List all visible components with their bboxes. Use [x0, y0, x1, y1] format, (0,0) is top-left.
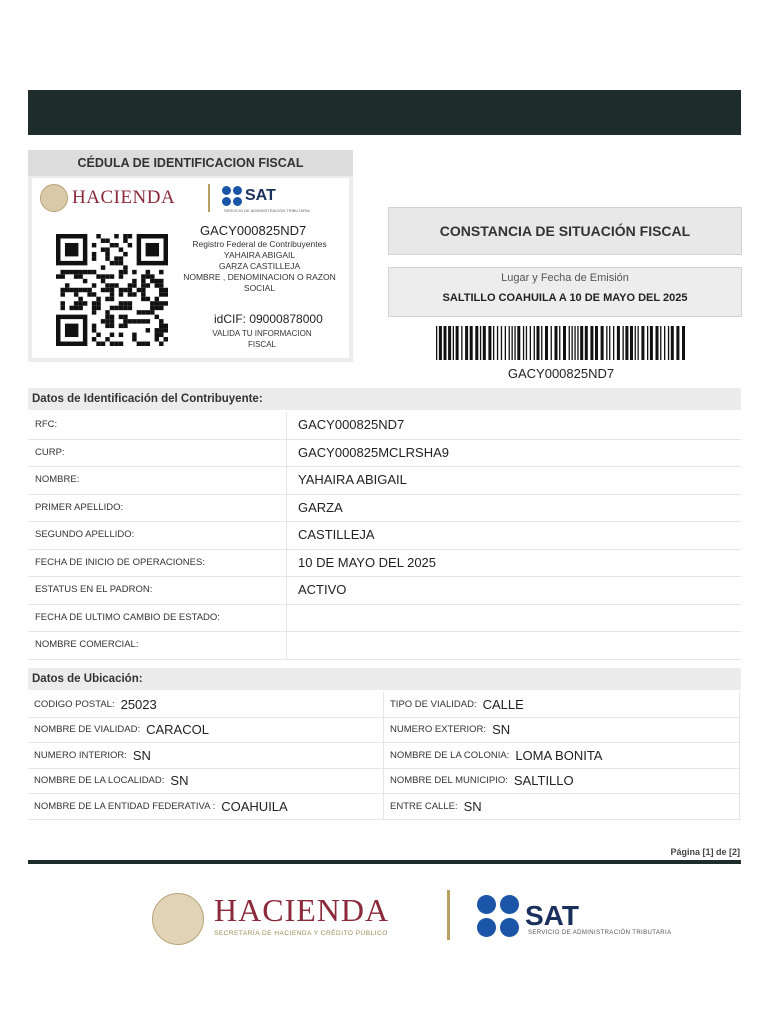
table-row	[28, 794, 741, 820]
table-row	[28, 743, 741, 769]
table-row	[28, 550, 741, 578]
field-label: NOMBRE DE VIALIDAD:	[34, 724, 141, 736]
address-field	[384, 769, 740, 794]
field-value	[287, 632, 741, 659]
field-value: GACY000825ND7	[298, 417, 405, 432]
footer-sat-sub: SERVICIO DE ADMINISTRACIÓN TRIBUTARIA	[528, 930, 672, 936]
footer-sat-text: SAT	[525, 900, 579, 931]
field-value: CASTILLEJA	[298, 527, 375, 542]
seal-icon	[152, 893, 204, 945]
address-field	[28, 794, 384, 819]
valida-text: VALIDA TU INFORMACION FISCAL	[212, 329, 312, 349]
field-label: FECHA DE ULTIMO CAMBIO DE ESTADO:	[28, 605, 287, 632]
cedula-card	[28, 150, 353, 362]
field-value: SN	[132, 747, 151, 763]
address-field	[28, 718, 384, 743]
field-value	[287, 605, 741, 632]
table-row	[28, 495, 741, 523]
hacienda-logo	[40, 184, 175, 212]
field-label: NUMERO EXTERIOR:	[390, 724, 487, 736]
table-row	[28, 605, 741, 633]
field-value: YAHAIRA ABIGAIL	[298, 472, 407, 487]
address-field	[384, 718, 740, 743]
footer-divider	[447, 890, 450, 940]
field-label: NOMBRE:	[28, 467, 287, 494]
table-row	[28, 769, 741, 795]
idcif: idCIF: 09000878000	[214, 312, 323, 326]
field-label: RFC:	[28, 412, 287, 439]
address-field	[28, 692, 384, 717]
cedula-apellidos: GARZA CASTILLEJA	[218, 261, 301, 271]
ident-section-title: Datos de Identificación del Contribuyente:	[28, 388, 741, 410]
table-row	[28, 522, 741, 550]
ubic-section-title: Datos de Ubicación:	[28, 668, 741, 690]
hacienda-logo-text: HACIENDA	[72, 187, 176, 208]
ubic-table	[28, 692, 741, 820]
sat-logo	[222, 186, 276, 206]
field-label: FECHA DE INICIO DE OPERACIONES:	[28, 550, 287, 577]
field-label: CODIGO POSTAL:	[34, 698, 115, 710]
lugar-fecha-box	[388, 267, 742, 317]
logo-divider	[208, 184, 210, 212]
bottom-bar	[28, 860, 741, 864]
field-value: GARZA	[298, 499, 343, 515]
field-value: CALLE	[482, 696, 524, 712]
cedula-info	[172, 239, 347, 294]
sat-subtitle: SERVICIO DE ADMINISTRACIÓN TRIBUTARIA	[224, 208, 310, 213]
nombre-label: NOMBRE , DENOMINACION O RAZON SOCIAL	[183, 272, 336, 293]
field-value: SN	[170, 773, 189, 789]
footer-hacienda-sub: SECRETARÍA DE HACIENDA Y CRÉDITO PÚBLICO	[214, 930, 388, 937]
sat-dots-icon	[222, 186, 242, 206]
cedula-title: CÉDULA DE IDENTIFICACION FISCAL	[28, 150, 353, 176]
field-label: NUMERO INTERIOR:	[34, 749, 127, 761]
field-label: NOMBRE DEL MUNICIPIO:	[390, 775, 508, 787]
table-row	[28, 577, 741, 605]
address-field	[384, 794, 740, 819]
table-row	[28, 467, 741, 495]
table-row	[28, 718, 741, 744]
barcode-icon	[436, 326, 686, 360]
table-row	[28, 412, 741, 440]
field-label: CURP:	[28, 440, 287, 467]
field-value: LOMA BONITA	[515, 747, 603, 763]
cedula-body	[32, 178, 349, 358]
field-value: GACY000825MCLRSHA9	[298, 444, 450, 460]
table-row	[28, 692, 741, 718]
field-label: NOMBRE DE LA COLONIA:	[390, 749, 510, 761]
cedula-nombre: YAHAIRA ABIGAIL	[223, 250, 296, 260]
field-value: COAHUILA	[221, 798, 288, 814]
field-label: SEGUNDO APELLIDO:	[28, 522, 287, 549]
field-label: ESTATUS EN EL PADRON:	[28, 577, 287, 604]
table-row	[28, 632, 741, 660]
sat-logo-text: SAT	[245, 187, 276, 204]
address-field	[28, 769, 384, 794]
field-label: NOMBRE DE LA LOCALIDAD:	[34, 775, 165, 787]
address-field	[384, 743, 740, 768]
field-label: PRIMER APELLIDO:	[28, 495, 287, 522]
field-value: CARACOL	[146, 722, 209, 738]
field-value: ACTIVO	[298, 582, 347, 597]
lugar-value: SALTILLO COAHUILA A 10 DE MAYO DEL 2025	[442, 292, 688, 304]
seal-icon	[40, 184, 68, 212]
ident-table	[28, 412, 741, 660]
registro-label: Registro Federal de Contribuyentes	[192, 239, 327, 249]
constancia-title: CONSTANCIA DE SITUACIÓN FISCAL	[388, 207, 742, 255]
qr-code-icon	[56, 234, 168, 346]
field-label: NOMBRE DE LA ENTIDAD FEDERATIVA :	[34, 800, 216, 812]
sat-dots-icon	[477, 895, 519, 937]
address-field	[384, 692, 740, 717]
field-value: SN	[463, 798, 482, 814]
field-value: 10 DE MAYO DEL 2025	[298, 554, 437, 570]
field-value: SN	[492, 722, 511, 738]
field-label: ENTRE CALLE:	[390, 800, 458, 812]
barcode-text: GACY000825ND7	[507, 366, 615, 381]
field-value: SALTILLO	[513, 773, 574, 789]
footer-hacienda: HACIENDA	[214, 892, 390, 928]
field-value: 25023	[120, 696, 157, 712]
top-banner	[28, 90, 741, 135]
address-field	[28, 743, 384, 768]
cedula-rfc: GACY000825ND7	[200, 223, 307, 238]
page-number: Página [1] de [2]	[670, 847, 740, 857]
field-label: NOMBRE COMERCIAL:	[28, 632, 287, 659]
table-row	[28, 440, 741, 468]
lugar-label: Lugar y Fecha de Emisión	[501, 272, 629, 284]
field-label: TIPO DE VIALIDAD:	[390, 698, 477, 710]
